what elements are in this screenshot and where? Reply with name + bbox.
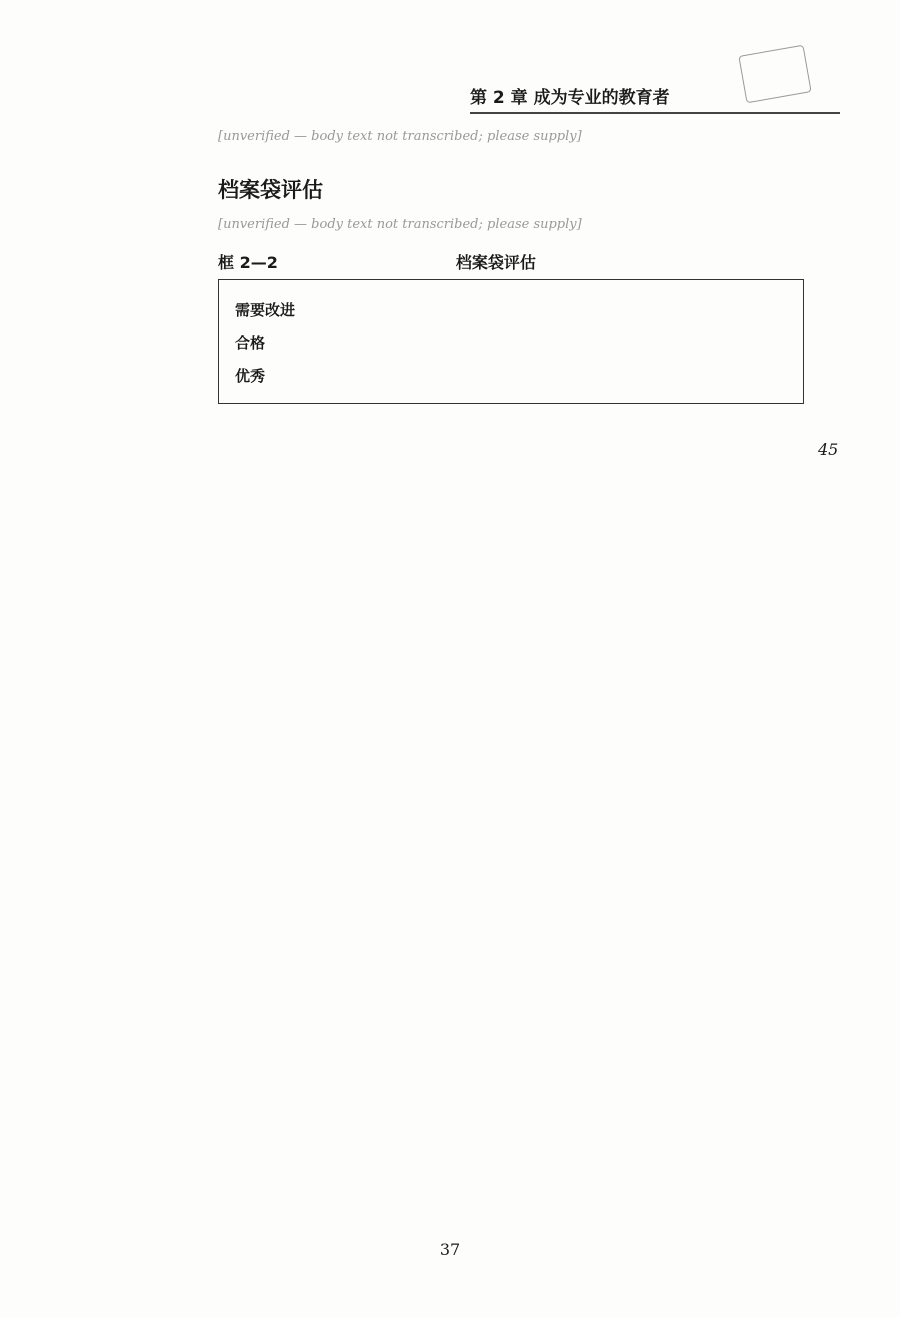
box-caption [218, 250, 804, 273]
page-content [218, 122, 804, 404]
rubric-box [218, 279, 804, 404]
paragraph: [unverified — body text not transcribed; please supply] [218, 217, 582, 232]
paragraph: [unverified — body text not transcribed; please supply] [218, 129, 582, 144]
box-title: 档案袋评估 [455, 253, 536, 272]
running-header: 第 2 章 成为专业的教育者 [470, 78, 840, 114]
margin-number: 45 [818, 440, 839, 459]
box-label: 框 2—2 [218, 253, 278, 272]
level-title: 需要改进 [235, 301, 296, 319]
section-title: 档案袋评估 [218, 178, 323, 202]
page-number: 37 [439, 1240, 461, 1259]
level-title: 优秀 [235, 367, 266, 385]
level-title: 合格 [235, 334, 266, 352]
